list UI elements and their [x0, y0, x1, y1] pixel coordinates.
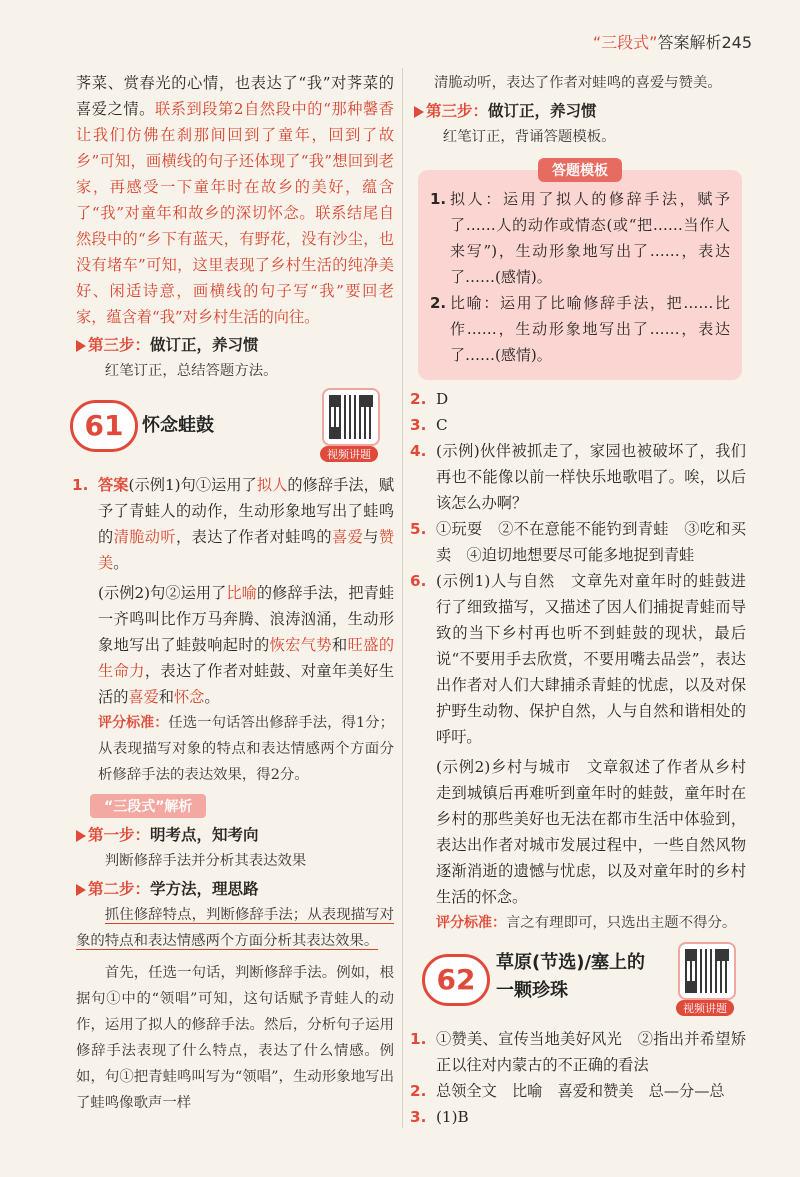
arrow-icon	[76, 340, 86, 352]
highlight: 比喻	[226, 584, 257, 602]
answer-text: (示例1)句①运用了	[128, 476, 257, 494]
criteria-label: 评分标准：	[436, 915, 506, 931]
step1-text: 判断修辞手法并分析其表达效果	[104, 853, 307, 869]
criteria-text: 任选一句话答出修辞手法，得1分；从表现描写对象的特点和表达情感两个方面分析修辞手法的表达效果，得2分。	[98, 715, 394, 783]
answer-62-3	[410, 1104, 746, 1130]
answer-text: 。	[113, 554, 129, 572]
step2-method-b: 从表现描写对象的特点和表达情感两个方面分析其表达效果。	[76, 907, 394, 949]
continued-text: 清脆动听，表达了作者对蛙鸣的喜爱与赞美。	[434, 75, 722, 91]
step2-num: 第二步：	[88, 880, 151, 898]
answer-num: 4.	[410, 442, 427, 460]
answer-1-num: 1.	[72, 476, 89, 494]
section-62-badge: 62	[422, 954, 490, 1006]
answer-template-box	[418, 163, 742, 380]
answer-num: 6.	[410, 572, 427, 590]
template-item-1	[430, 186, 730, 290]
answer-1-example-2	[76, 580, 394, 710]
answer-text: 的修辞手法，把青蛙一齐鸣叫比作万马奔腾、浪涛汹涌，生动形象地写出了蛙鼓响起时的	[98, 584, 395, 654]
step3-label: 做订正，养习惯	[150, 336, 259, 354]
criteria-text: 言之有理即可，只选出主题不得分。	[506, 915, 737, 931]
answer-label: 答案	[98, 476, 129, 494]
step2-label: 学方法，理思路	[150, 880, 259, 898]
highlight: 恢宏气势	[269, 636, 333, 654]
qr-code-icon[interactable]	[678, 942, 736, 1000]
step2-paragraph: 首先，任选一句话，判断修辞手法。例如，根据句①中的“领唱”可知，这句话赋予青蛙人的动作，运用了拟人的修辞手法。然后，分析句子运用修辞手法表现了什么特点，表达了什么情感。例如，句①把青蛙鸣叫写为“领唱”，生动形象地写出了蛙鸣像歌声一样	[76, 965, 394, 1111]
step3-num-right: 第三步：	[426, 102, 489, 120]
highlight: 喜爱	[332, 528, 364, 546]
analysis-text-c: 联系结尾自然段中的“乡下有蓝天，有野花，没有沙尘，也没有堵车”可知，这里表现了乡村生活的纯净美好、闲适诗意，画横线的句子写“我”要回老家，蕴含着“我”对乡村生活的向往。	[76, 204, 394, 326]
three-step-banner: “三段式”解析	[90, 794, 206, 818]
answer-text: 与	[363, 528, 379, 546]
step2-method	[76, 902, 394, 954]
answer-62-2	[410, 1078, 746, 1104]
answer-text: (示例1)人与自然 文章先对童年时的蛙鼓进行了细致描写，又描述了因人们捕捉青蛙而导致的当下乡村再也听不到蛙鼓的现状，最后说“不要用手去欣赏，不要用嘴去品尝”，表达出作者对人们大肆捕杀青蛙的忧虑，以及对保护野生动物、保护自然，人与自然和谐相处的呼吁。	[436, 572, 746, 746]
highlight: 拟人	[256, 476, 288, 494]
step3-num: 第三步：	[88, 336, 151, 354]
header-page-number: 答案解析245	[657, 33, 752, 52]
video-lecture-label[interactable]: 视频讲题	[676, 1000, 734, 1016]
section-62-header	[414, 936, 746, 1020]
right-column	[410, 70, 746, 1130]
section-62-title-line1: 草原(节选)/塞上的	[496, 952, 646, 973]
template-item-num: 2.	[430, 294, 447, 312]
answer-num: 2.	[410, 1082, 427, 1100]
section-61-title: 怀念蛙鼓	[142, 415, 214, 436]
section-61-badge: 61	[70, 400, 138, 452]
arrow-icon	[414, 106, 424, 118]
answer-list-62	[410, 1026, 746, 1130]
highlight: 怀念	[173, 688, 205, 706]
step2-heading	[76, 876, 394, 902]
answer-text: 的修辞手法，赋予了青蛙人的动作，生动形象地写出了蛙鸣的	[98, 476, 395, 546]
answer-text: (示例)伙伴被抓走了，家园也被破坏了，我们再也不能像以前一样快乐地歌唱了。唉，以后该怎么办啊？	[436, 442, 746, 512]
page-header	[593, 30, 752, 53]
answer-text: (1)B	[436, 1108, 469, 1126]
step2-method-a: 抓住修辞特点，判断修辞手法；	[104, 907, 308, 923]
template-item-2	[430, 290, 730, 368]
step3-text-right: 红笔订正，背诵答题模板。	[442, 129, 616, 145]
highlight: 喜爱	[128, 688, 159, 706]
answer-num: 1.	[410, 1030, 427, 1048]
video-lecture-label[interactable]: 视频讲题	[320, 446, 378, 462]
answer-num: 2.	[410, 390, 427, 408]
template-item-num: 1.	[430, 190, 447, 208]
answer-6	[410, 568, 746, 750]
step3-label-right: 做订正，养习惯	[488, 102, 597, 120]
header-tag: “三段式”	[592, 33, 658, 52]
highlight: 旺盛的生命力	[98, 636, 395, 680]
analysis-paragraph	[76, 70, 394, 330]
template-item-text: 比喻：运用了比喻修辞手法，把……比作……，生动形象地写出了……，表达了……(感情)。	[450, 294, 730, 364]
answer-num: 5.	[410, 520, 427, 538]
answer-text: C	[436, 416, 448, 434]
analysis-text-b: 联系到段第2自然段中的“那种馨香让我们仿佛在刹那间回到了童年，回到了故乡”可知，画横线的句子还体现了“我”想回到老家，再感受一下童年时在故乡的美好，蕴含了“我”对童年和故乡的深切怀念。	[76, 100, 394, 222]
answer-text: ，表达了作者对蛙鸣的	[176, 528, 333, 546]
answer-5	[410, 516, 746, 568]
template-item-text: 拟人：运用了拟人的修辞手法，赋予了……人的动作或情态(或“把……当作人来写”)，生动形象地写出了……，表达了……(感情)。	[450, 190, 730, 286]
answer-text: 。	[204, 688, 220, 706]
answer-text: 总领全文 比喻 喜爱和赞美 总—分—总	[436, 1082, 725, 1100]
answer-num: 3.	[410, 1108, 427, 1126]
answer-1	[72, 472, 395, 576]
section-62-title-line2: 一颗珍珠	[496, 980, 568, 1001]
answer-text: ，表达了作者对蛙鼓、对童年美好生活的	[98, 662, 395, 706]
answer-num: 3.	[410, 416, 427, 434]
answer-3	[410, 412, 746, 438]
arrow-icon	[76, 830, 86, 842]
answer-text: 和	[158, 688, 174, 706]
answer-list-61-right	[410, 386, 746, 750]
step1-num: 第一步：	[88, 826, 151, 844]
answer-list-61	[72, 472, 395, 576]
step3-heading-right	[414, 98, 746, 124]
scoring-criteria-6	[414, 910, 746, 936]
step1-label: 明考点，知考向	[150, 826, 259, 844]
analysis-text-a: 荠菜、赏春光的心情，也表达了“我”对荠菜的喜爱之情。	[76, 74, 394, 118]
answer-text: 和	[332, 636, 348, 654]
answer-text: (示例2)句②运用了	[98, 584, 227, 602]
criteria-label: 评分标准：	[98, 715, 169, 731]
arrow-icon	[76, 884, 86, 896]
answer-4	[410, 438, 746, 516]
step3-heading	[76, 332, 394, 358]
answer-62-1	[410, 1026, 746, 1078]
answer-text: D	[436, 390, 449, 408]
answer-2	[410, 386, 746, 412]
scoring-criteria-1	[76, 710, 394, 788]
qr-code-icon[interactable]	[322, 388, 380, 446]
answer-6-example-2: (示例2)乡村与城市 文章叙述了作者从乡村走到城镇后再难听到童年时的蛙鼓，童年时在乡村的那些美好也无法在都市生活中体验到，表达出作者对城市发展过程中，一些自然风物逐渐消逝的遗憾与忧虑，以及对童年时的乡村生活的怀念。	[436, 758, 746, 906]
highlight: 赞美	[98, 528, 395, 572]
column-divider	[402, 68, 403, 1128]
answer-template-title: 答题模板	[538, 158, 622, 182]
highlight: 清脆动听	[113, 528, 177, 546]
left-column	[72, 70, 395, 1116]
step3-text: 红笔订正，总结答题方法。	[104, 363, 278, 379]
section-61-header	[76, 384, 394, 462]
answer-text: ①赞美、宣传当地美好风光 ②指出并希望矫正以往对内蒙古的不正确的看法	[436, 1030, 746, 1074]
step1-heading	[76, 822, 394, 848]
answer-text: ①玩耍 ②不在意能不能钓到青蛙 ③吃和买卖 ④迫切地想要尽可能多地捉到青蛙	[436, 520, 746, 564]
